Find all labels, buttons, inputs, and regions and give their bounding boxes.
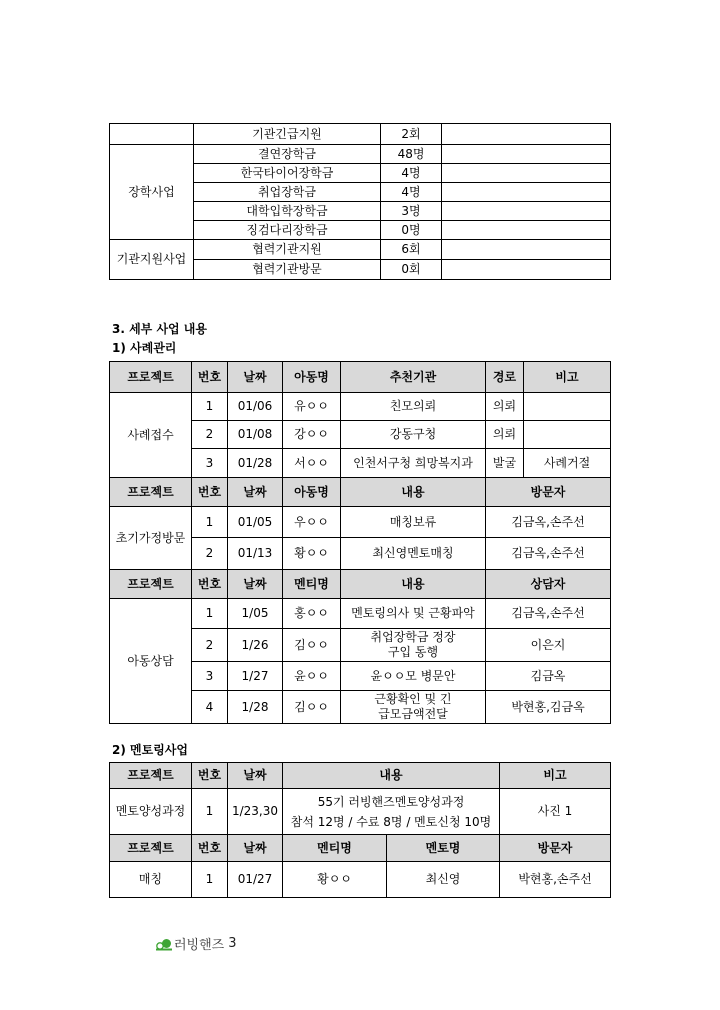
number-cell: 3 xyxy=(192,662,228,691)
item-cell: 결연장학금 xyxy=(194,145,381,164)
header-mentee-name: 멘티명 xyxy=(283,835,387,862)
date-cell: 01/08 xyxy=(228,421,283,449)
note-cell xyxy=(524,421,611,449)
note-cell xyxy=(442,202,611,221)
item-cell: 기관긴급지원 xyxy=(194,124,381,145)
mentee-name-cell: 윤ㅇㅇ xyxy=(283,662,341,691)
date-cell: 01/28 xyxy=(228,449,283,478)
number-cell: 4 xyxy=(192,691,228,724)
visitor-cell: 김금옥,손주선 xyxy=(486,507,611,538)
note-cell xyxy=(442,260,611,280)
number-cell: 2 xyxy=(192,629,228,662)
project-cell: 아동상담 xyxy=(110,599,192,724)
category-cell xyxy=(110,124,194,145)
content-cell: 취업장학금 정장구입 동행 xyxy=(341,629,486,662)
mentee-name-cell: 황ㅇㅇ xyxy=(283,862,387,898)
note-cell xyxy=(442,124,611,145)
value-cell: 6회 xyxy=(381,240,442,260)
mentee-name-cell: 김ㅇㅇ xyxy=(283,691,341,724)
note-cell xyxy=(442,183,611,202)
number-cell: 1 xyxy=(192,789,228,835)
date-cell: 1/05 xyxy=(228,599,283,629)
note-cell xyxy=(442,145,611,164)
number-cell: 2 xyxy=(192,421,228,449)
header-date: 날짜 xyxy=(228,362,283,393)
number-cell: 2 xyxy=(192,538,228,570)
mentoring-table xyxy=(109,762,611,898)
category-cell: 기관지원사업 xyxy=(110,240,194,280)
value-cell: 2회 xyxy=(381,124,442,145)
value-cell: 48명 xyxy=(381,145,442,164)
date-cell: 01/13 xyxy=(228,538,283,570)
date-cell: 01/27 xyxy=(228,862,283,898)
project-cell: 매칭 xyxy=(110,862,192,898)
subsection-title-case-management: 1) 사례관리 xyxy=(112,341,177,355)
item-cell: 협력기관방문 xyxy=(194,260,381,280)
child-name-cell: 서ㅇㅇ xyxy=(283,449,341,478)
value-cell: 0명 xyxy=(381,221,442,240)
header-project: 프로젝트 xyxy=(110,835,192,862)
date-cell: 1/28 xyxy=(228,691,283,724)
note-cell xyxy=(442,221,611,240)
project-cell: 사례접수 xyxy=(110,393,192,478)
item-cell: 협력기관지원 xyxy=(194,240,381,260)
note-cell xyxy=(442,164,611,183)
header-content: 내용 xyxy=(283,763,500,789)
header-number: 번호 xyxy=(192,570,228,599)
loving-hands-logo-icon xyxy=(156,937,172,951)
content-cell: 윤ㅇㅇ모 병문안 xyxy=(341,662,486,691)
value-cell: 4명 xyxy=(381,164,442,183)
header-note: 비고 xyxy=(524,362,611,393)
value-cell: 4명 xyxy=(381,183,442,202)
header-referring-agency: 추천기관 xyxy=(341,362,486,393)
project-cell: 멘토양성과정 xyxy=(110,789,192,835)
header-project: 프로젝트 xyxy=(110,570,192,599)
date-cell: 01/05 xyxy=(228,507,283,538)
mentee-name-cell: 홍ㅇㅇ xyxy=(283,599,341,629)
date-cell: 1/26 xyxy=(228,629,283,662)
item-cell: 한국타이어장학금 xyxy=(194,164,381,183)
item-cell: 대학입학장학금 xyxy=(194,202,381,221)
header-project: 프로젝트 xyxy=(110,362,192,393)
note-cell xyxy=(524,393,611,421)
header-number: 번호 xyxy=(192,763,228,789)
number-cell: 1 xyxy=(192,393,228,421)
project-cell: 초기가정방문 xyxy=(110,507,192,570)
header-counselor: 상담자 xyxy=(486,570,611,599)
date-cell: 1/27 xyxy=(228,662,283,691)
route-cell: 의뢰 xyxy=(486,393,524,421)
note-cell: 사진 1 xyxy=(500,789,611,835)
header-date: 날짜 xyxy=(228,835,283,862)
date-cell: 01/06 xyxy=(228,393,283,421)
number-cell: 1 xyxy=(192,599,228,629)
header-content: 내용 xyxy=(341,478,486,507)
case-management-table xyxy=(109,361,611,724)
content-line: 55기 러빙핸즈멘토양성과정 xyxy=(317,794,465,809)
header-date: 날짜 xyxy=(228,478,283,507)
visitor-cell: 김금옥,손주선 xyxy=(486,538,611,570)
child-name-cell: 우ㅇㅇ xyxy=(283,507,341,538)
note-cell xyxy=(442,240,611,260)
agency-cell: 친모의뢰 xyxy=(341,393,486,421)
header-number: 번호 xyxy=(192,362,228,393)
header-project: 프로젝트 xyxy=(110,478,192,507)
content-cell xyxy=(283,789,500,835)
content-line: 참석 12명 / 수료 8명 / 멘토신청 10명 xyxy=(290,814,492,829)
number-cell: 1 xyxy=(192,507,228,538)
content-cell: 매칭보류 xyxy=(341,507,486,538)
header-visitor: 방문자 xyxy=(486,478,611,507)
header-number: 번호 xyxy=(192,835,228,862)
page-number: 3 xyxy=(228,936,237,951)
section-title: 3. 세부 사업 내용 xyxy=(112,322,207,336)
subsection-title-mentoring: 2) 멘토링사업 xyxy=(112,743,188,757)
agency-cell: 인천서구청 희망복지과 xyxy=(341,449,486,478)
page-footer xyxy=(156,934,237,953)
child-name-cell: 황ㅇㅇ xyxy=(283,538,341,570)
item-cell: 징검다리장학금 xyxy=(194,221,381,240)
header-route: 경로 xyxy=(486,362,524,393)
content-cell: 최신영멘토매칭 xyxy=(341,538,486,570)
header-visitor: 방문자 xyxy=(500,835,611,862)
header-child-name: 아동명 xyxy=(283,362,341,393)
counselor-cell: 박현홍,김금옥 xyxy=(486,691,611,724)
child-name-cell: 유ㅇㅇ xyxy=(283,393,341,421)
header-content: 내용 xyxy=(341,570,486,599)
mentor-name-cell: 최신영 xyxy=(387,862,500,898)
footer-brand: 러빙핸즈 xyxy=(174,938,225,953)
category-cell: 장학사업 xyxy=(110,145,194,240)
child-name-cell: 강ㅇㅇ xyxy=(283,421,341,449)
header-project: 프로젝트 xyxy=(110,763,192,789)
value-cell: 3명 xyxy=(381,202,442,221)
date-cell: 1/23,30 xyxy=(228,789,283,835)
value-cell: 0회 xyxy=(381,260,442,280)
counselor-cell: 김금옥,손주선 xyxy=(486,599,611,629)
header-mentee-name: 멘티명 xyxy=(283,570,341,599)
number-cell: 3 xyxy=(192,449,228,478)
header-note: 비고 xyxy=(500,763,611,789)
number-cell: 1 xyxy=(192,862,228,898)
route-cell: 의뢰 xyxy=(486,421,524,449)
support-summary-table xyxy=(109,123,611,280)
content-cell: 멘토링의사 및 근황파악 xyxy=(341,599,486,629)
counselor-cell: 김금옥 xyxy=(486,662,611,691)
header-date: 날짜 xyxy=(228,570,283,599)
visitor-cell: 박현홍,손주선 xyxy=(500,862,611,898)
content-cell: 근황확인 및 긴급모금액전달 xyxy=(341,691,486,724)
header-child-name: 아동명 xyxy=(283,478,341,507)
mentee-name-cell: 김ㅇㅇ xyxy=(283,629,341,662)
header-number: 번호 xyxy=(192,478,228,507)
item-cell: 취업장학금 xyxy=(194,183,381,202)
header-mentor-name: 멘토명 xyxy=(387,835,500,862)
note-cell: 사례거절 xyxy=(524,449,611,478)
route-cell: 발굴 xyxy=(486,449,524,478)
counselor-cell: 이은지 xyxy=(486,629,611,662)
header-date: 날짜 xyxy=(228,763,283,789)
agency-cell: 강동구청 xyxy=(341,421,486,449)
